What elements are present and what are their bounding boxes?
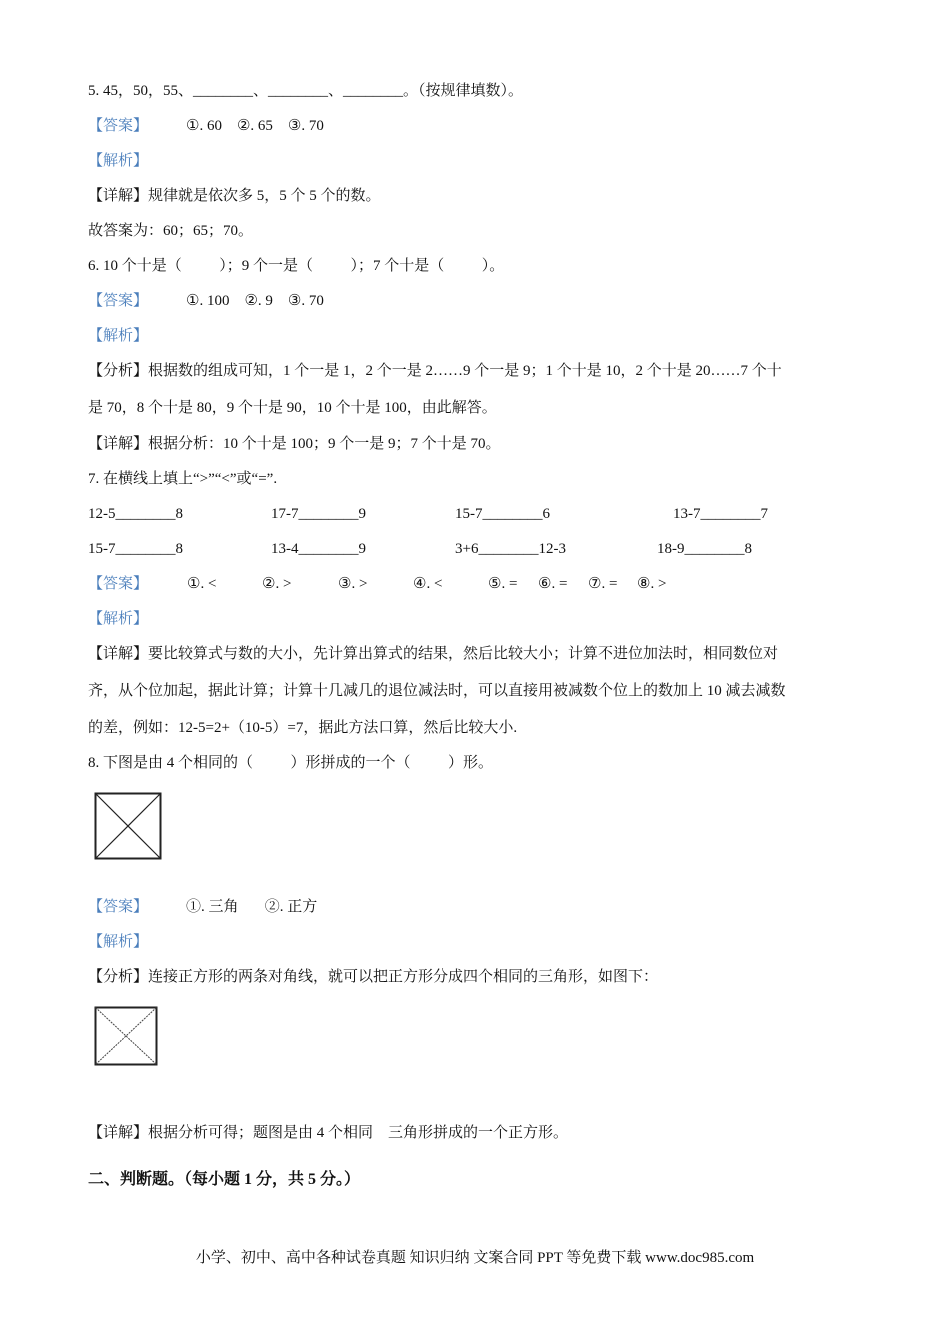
q7-detail-1: 【详解】要比较算式与数的大小，先计算出算式的结果，然后比较大小；计算不进位加法时，相同数位对: [88, 646, 779, 662]
q7-answer: ③. >: [338, 576, 368, 592]
q7-item: 3+6________12-3: [455, 541, 566, 557]
section-2-heading: 二、判断题。（每小题 1 分，共 5 分。）: [88, 1171, 361, 1188]
square-triangles-figure: [94, 1006, 158, 1066]
q7-answer: ⑦. =: [588, 576, 618, 592]
answer-text: ①. 100 ②. 9 ③. 70: [186, 293, 324, 309]
q7-answer: ⑤. =: [488, 576, 518, 592]
q8-analysis-tag: 【解析】: [88, 934, 149, 950]
q8-answer: [88, 897, 317, 917]
q7-item: 17-7________9: [271, 506, 366, 522]
q6-analysis-tag: 【解析】: [88, 328, 149, 344]
answer-text: ①. 三角 ②. 正方: [186, 899, 318, 915]
q6-answer: [88, 291, 324, 311]
q7-analysis-tag: 【解析】: [88, 611, 149, 627]
q7-answer-tag: 【答案】: [88, 576, 149, 592]
answer-tag: 【答案】: [88, 118, 149, 134]
q8-analysis: 【分析】连接正方形的两条对角线，就可以把正方形分成四个相同的三角形，如图下：: [88, 969, 659, 985]
answer-tag: 【答案】: [88, 899, 149, 915]
q7-detail-3: 的差，例如：12-5=2+（10-5）=7，据此方法口算，然后比较大小.: [88, 720, 518, 736]
q6-analysis-2: 是 70，8 个十是 80，9 个十是 90，10 个十是 100，由此解答。: [88, 400, 497, 416]
q7-answer: ⑥. =: [538, 576, 568, 592]
q7-answer: ①. <: [187, 576, 217, 592]
q7-item: 15-7________8: [88, 541, 183, 557]
q7-item: 12-5________8: [88, 506, 183, 522]
answer-text: ①. 60 ②. 65 ③. 70: [186, 118, 324, 134]
q7-item: 13-4________9: [271, 541, 366, 557]
answer-tag: 【答案】: [88, 293, 149, 309]
q6-analysis-1: 【分析】根据数的组成可知，1 个一是 1，2 个一是 2……9 个一是 9；1 个十是 10，2 个十是 20……7 个十: [88, 363, 782, 379]
q7-item: 18-9________8: [657, 541, 752, 557]
q5-answer: [88, 116, 324, 136]
q6-question: 6. 10 个十是（ ）；9 个一是（ ）；7 个十是（ ）。: [88, 258, 505, 274]
q5-question: 5. 45，50，55、________、________、________。（按规律填数）。: [88, 83, 524, 99]
q7-answer: ④. <: [413, 576, 443, 592]
footer: 小学、初中、高中各种试卷真题 知识归纳 文案合同 PPT 等免费下载 www.doc985.com: [195, 1250, 755, 1266]
q7-item: 15-7________6: [455, 506, 550, 522]
q5-analysis-tag: 【解析】: [88, 153, 149, 169]
q7-answer: ②. >: [262, 576, 292, 592]
q7-question: 7. 在横线上填上“>”“<”或“=”.: [88, 471, 278, 487]
q7-answer: ⑧. >: [637, 576, 667, 592]
square-diagonals-figure: [94, 792, 162, 860]
q5-detail: 【详解】规律就是依次多 5，5 个 5 个的数。: [88, 188, 381, 204]
q7-item: 13-7________7: [673, 506, 768, 522]
q6-detail: 【详解】根据分析：10 个十是 100；9 个一是 9；7 个十是 70。: [88, 436, 501, 452]
q5-conclusion: 故答案为：60；65；70。: [88, 223, 254, 239]
q8-detail: 【详解】根据分析可得；题图是由 4 个相同 三角形拼成的一个正方形。: [88, 1125, 569, 1141]
q7-detail-2: 齐，从个位加起，据此计算；计算十几减几的退位减法时，可以直接用被减数个位上的数加上 10 减去减数: [88, 683, 786, 699]
q8-question: 8. 下图是由 4 个相同的（ ）形拼成的一个（ ）形。: [88, 755, 494, 771]
